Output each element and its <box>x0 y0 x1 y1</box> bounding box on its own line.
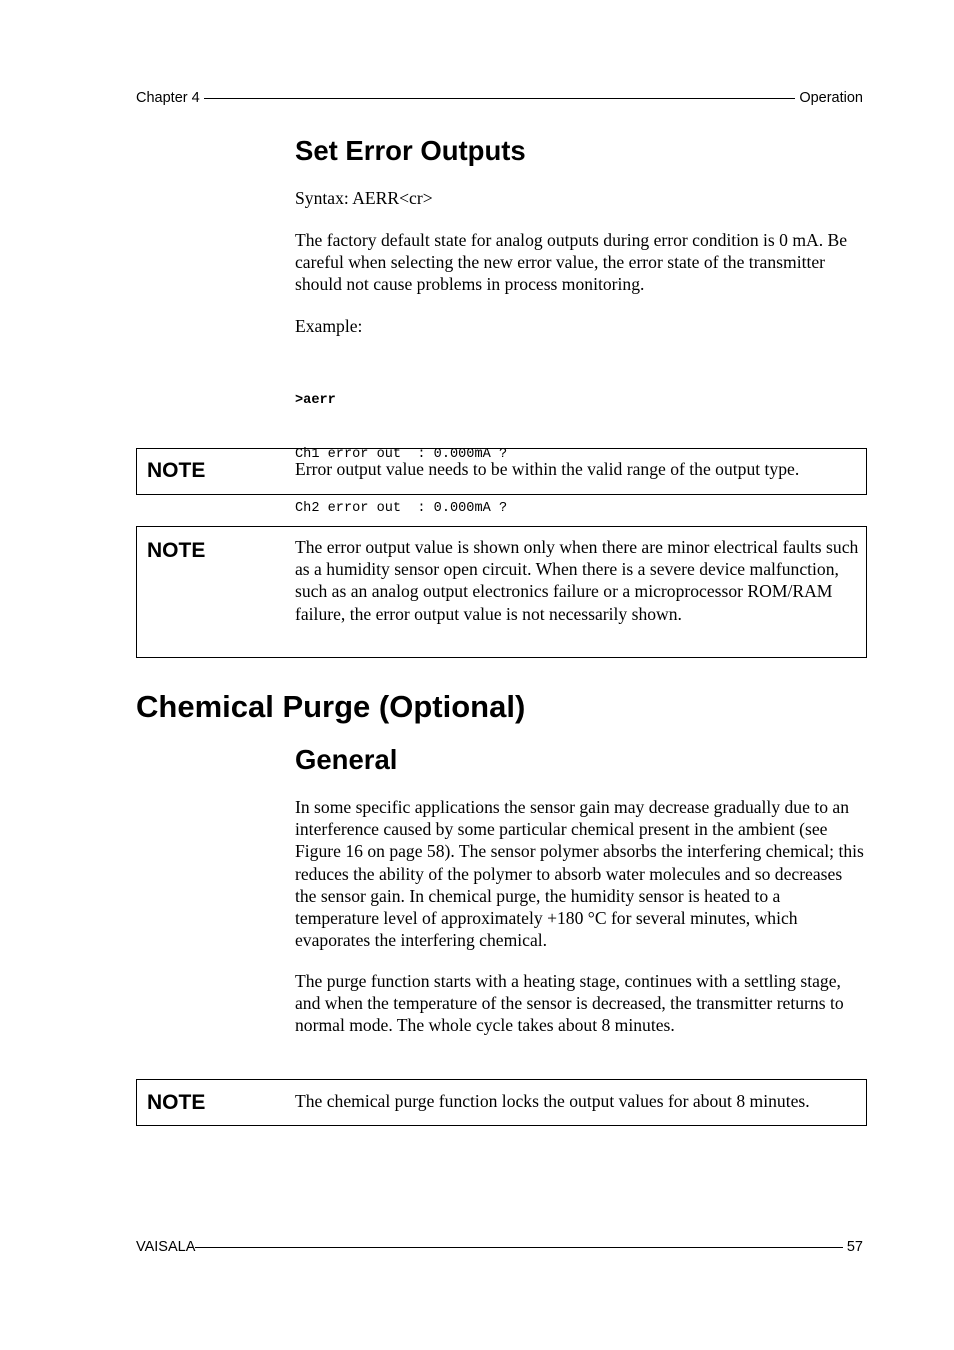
general-paragraph-2: The purge function starts with a heating stage, continues with a settling stage, and when the temperature of the sensor is decreased, the transmitter returns to normal mode. The whole cycle takes about 8 minutes. <box>295 971 844 1036</box>
note-label: NOTE <box>147 459 206 482</box>
note-box-valid-range <box>136 448 867 495</box>
header-chapter: Chapter 4 <box>136 90 200 106</box>
footer-rule <box>195 1247 842 1248</box>
note-text: The chemical purge function locks the output values for about 8 minutes. <box>295 1091 810 1111</box>
header-section: Operation <box>799 90 863 106</box>
page-number: 57 <box>846 1239 863 1255</box>
note-box-error-shown <box>136 526 867 658</box>
note-box-purge-locks <box>136 1079 867 1126</box>
page-footer <box>136 1239 863 1255</box>
code-line-ch1: Ch1 error out : 0.000mA ? <box>295 447 508 462</box>
page-header <box>136 90 863 106</box>
section-title-chemical-purge: Chemical Purge (Optional) <box>136 689 526 724</box>
note-label: NOTE <box>147 1091 206 1114</box>
code-command: >aerr <box>295 393 336 408</box>
footer-company: VAISALA <box>136 1239 196 1255</box>
error-output-paragraph: The factory default state for analog outputs during error condition is 0 mA. Be careful when selecting the new error value, the error state of the transmitter should not cause problems in process monitoring. <box>295 230 848 295</box>
example-label: Example: <box>295 316 363 336</box>
general-paragraph-1: In some specific applications the sensor gain may decrease gradually due to an interference caused by some particular chemical present in the ambient (see Figure 16 on page 58). The sensor polymer absorbs the interfering chemical; this reduces the ability of the polymer to absorb water molecules and so decreases the sensor gain. In chemical purge, the humidity sensor is heated to a temperature level of approximately +180 °C for several minutes, which evaporates the interfering chemical. <box>295 797 864 951</box>
code-line-ch2: Ch2 error out : 0.000mA ? <box>295 501 508 516</box>
syntax-line: Syntax: AERR<cr> <box>295 188 433 208</box>
note-text: Error output value needs to be within the valid range of the output type. <box>295 459 800 479</box>
note-text: The error output value is shown only when there are minor electrical faults such as a humidity sensor open circuit. When there is a severe device malfunction, such as an analog output electronics failure or a microprocessor ROM/RAM failure, the error output value is not necessarily shown. <box>295 537 859 624</box>
code-example <box>295 356 507 536</box>
section-title-set-error-outputs: Set Error Outputs <box>295 135 526 166</box>
header-rule <box>204 98 796 99</box>
subsection-title-general: General <box>295 744 398 775</box>
note-label: NOTE <box>147 539 206 562</box>
